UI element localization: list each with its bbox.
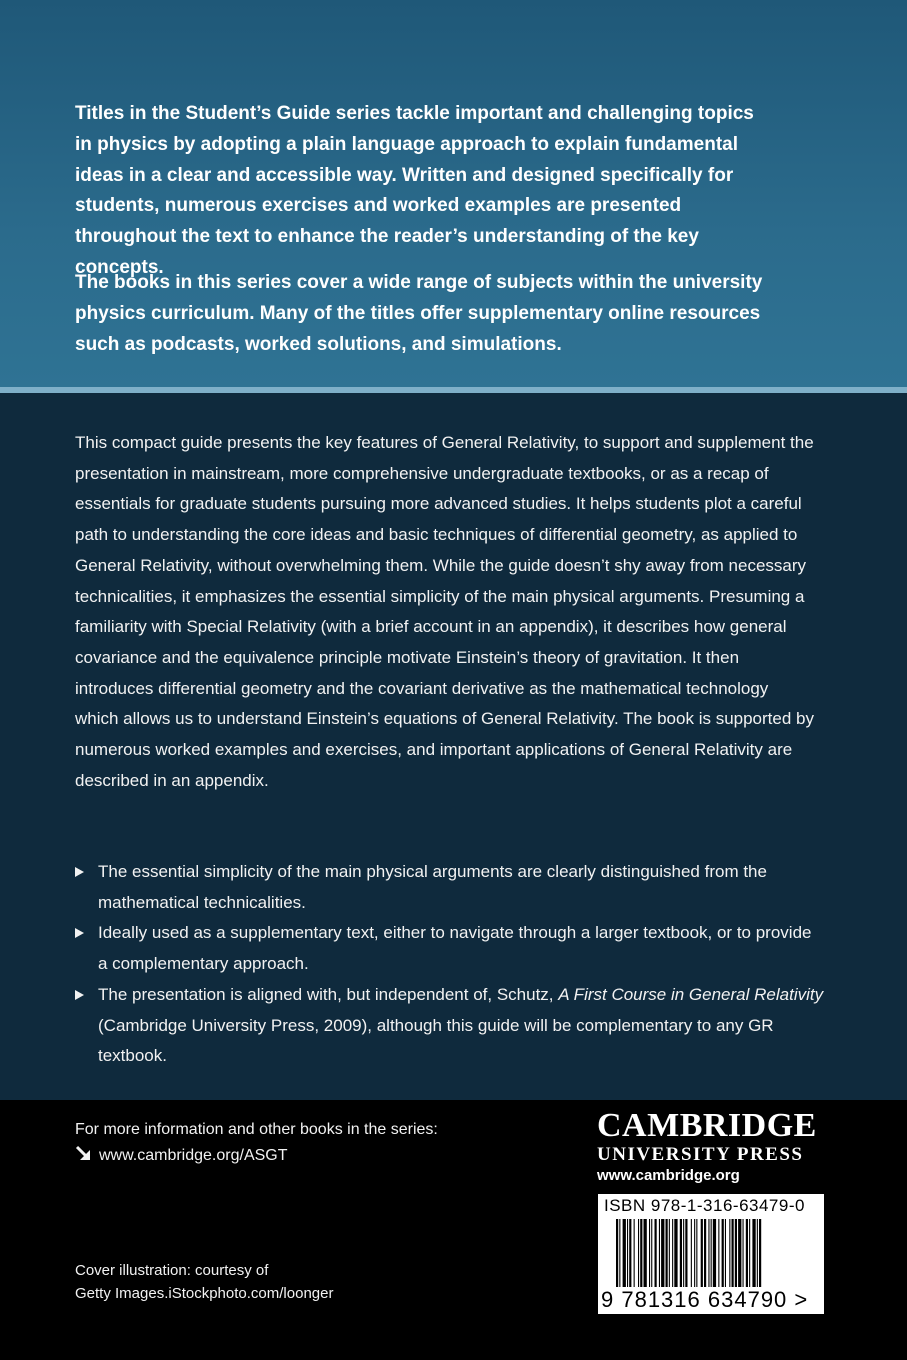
publisher-press: UNIVERSITY PRESS xyxy=(597,1144,804,1165)
barcode-bar xyxy=(711,1219,712,1287)
barcode-bar xyxy=(704,1219,706,1287)
barcode-bar xyxy=(694,1219,695,1287)
triangle-bullet-icon xyxy=(75,928,84,938)
barcode-icon xyxy=(602,1219,820,1289)
barcode-bar xyxy=(708,1219,709,1287)
list-item xyxy=(75,980,825,1072)
barcode-bar xyxy=(644,1219,647,1287)
barcode-bar xyxy=(674,1219,677,1287)
barcode-bar xyxy=(722,1219,724,1287)
arrow-down-right-icon xyxy=(75,1145,93,1163)
list-item xyxy=(75,918,825,979)
barcode-bar xyxy=(640,1219,642,1287)
barcode-bar xyxy=(691,1219,692,1287)
barcode-bar xyxy=(649,1219,650,1287)
barcode-bar xyxy=(666,1219,668,1287)
bullet-text-before: The presentation is aligned with, but independent of, Schutz, xyxy=(98,984,559,1004)
barcode-bar xyxy=(651,1219,652,1287)
barcode-bar xyxy=(738,1219,741,1287)
barcode-digits: 9 781316 634790 > xyxy=(601,1287,809,1312)
barcode-bar xyxy=(672,1219,673,1287)
barcode-bar xyxy=(729,1219,730,1287)
credit-line2: Getty Images.iStockphoto.com/loonger xyxy=(75,1285,334,1302)
barcode-bar xyxy=(623,1219,626,1287)
barcode-bar xyxy=(746,1219,748,1287)
cover-credit xyxy=(75,1259,333,1305)
barcode-bar xyxy=(638,1219,639,1287)
series-url[interactable]: www.cambridge.org/ASGT xyxy=(99,1147,288,1164)
barcode-bar xyxy=(616,1219,618,1287)
list-item xyxy=(75,857,825,918)
barcode-bar xyxy=(655,1219,657,1287)
publisher-logo xyxy=(597,1108,817,1186)
barcode-bar xyxy=(725,1219,726,1287)
barcode-bar xyxy=(680,1219,682,1287)
barcode-bar xyxy=(743,1219,744,1287)
barcode-bar xyxy=(634,1219,635,1287)
bullet-text-after: (Cambridge University Press, 2009), although this guide will be complementary to any GR textbook. xyxy=(98,1015,774,1066)
barcode-bar xyxy=(713,1219,716,1287)
series-link-row[interactable] xyxy=(75,1143,438,1169)
barcode-bar xyxy=(619,1219,620,1287)
triangle-bullet-icon xyxy=(75,990,84,1000)
barcode-bar xyxy=(659,1219,660,1287)
barcode-bar xyxy=(685,1219,687,1287)
publisher-name: CAMBRIDGE xyxy=(597,1107,817,1144)
publisher-url: www.cambridge.org xyxy=(597,1167,740,1184)
credit-line1: Cover illustration: courtesy of xyxy=(75,1262,269,1279)
barcode-bar xyxy=(732,1219,734,1287)
book-title-italic: A First Course in General Relativity xyxy=(558,984,824,1004)
barcode-bar xyxy=(669,1219,670,1287)
barcode-bar xyxy=(757,1219,758,1287)
series-blurb-para1: Titles in the Student’s Guide series tackle important and challenging topics in physics by adopting a plain language approach to explain fundamental ideas in a clear and accessible way. Written and designed specifically for students, numerous exercises and worked examples are presented throughout the text to enhance the reader’s understanding of the key concepts. xyxy=(75,103,754,278)
more-info xyxy=(75,1117,438,1169)
barcode-bar xyxy=(627,1219,628,1287)
feature-list xyxy=(75,857,825,1072)
isbn-label: ISBN 978-1-316-63479-0 xyxy=(604,1196,805,1215)
barcode-bar xyxy=(759,1219,761,1287)
bullet-text: Ideally used as a supplementary text, either to navigate through a larger textbook, or to provide a complementary approach. xyxy=(98,923,812,974)
barcode-bar xyxy=(749,1219,750,1287)
barcode-bar xyxy=(661,1219,664,1287)
barcode-bar xyxy=(718,1219,719,1287)
book-description: This compact guide presents the key features of General Relativity, to support and supplement the presentation in mainstream, more comprehensive undergraduate textbooks, or as a recap of essentials for graduate students pursuing more advanced studies. It helps students plot a careful path to understanding the core ideas and basic techniques of differential geometry, as applied to General Relativity, without overwhelming them. While the guide doesn’t shy away from necessary technicalities, it emphasizes the essential simplicity of the main physical arguments. Presuming a familiarity with Special Relativity (with a brief account in an appendix), it describes how general covariance and the equivalence principle motivate Einstein’s theory of gravitation. It then introduces differential geometry and the covariant derivative as the mathematical technology which allows us to understand Einstein’s equations of General Relativity. The book is supported by numerous worked examples and exercises, and important applications of General Relativity are described in an appendix. xyxy=(75,433,814,790)
barcode-bar xyxy=(701,1219,703,1287)
series-blurb-para2: The books in this series cover a wide range of subjects within the university physics curriculum. Many of the titles offer supplementary online resources such as podcasts, worked solutions, and simulations. xyxy=(75,272,763,355)
more-info-heading: For more information and other books in the series: xyxy=(75,1121,438,1138)
barcode-bar xyxy=(629,1219,631,1287)
bullet-text: The essential simplicity of the main physical arguments are clearly distinguished from the mathematical technicalities. xyxy=(98,862,767,912)
barcode-bar xyxy=(683,1219,684,1287)
triangle-bullet-icon xyxy=(75,867,84,877)
barcode-bar xyxy=(735,1219,737,1287)
barcode-bar xyxy=(752,1219,755,1287)
barcode-bar xyxy=(696,1219,697,1287)
isbn-barcode xyxy=(598,1194,824,1314)
